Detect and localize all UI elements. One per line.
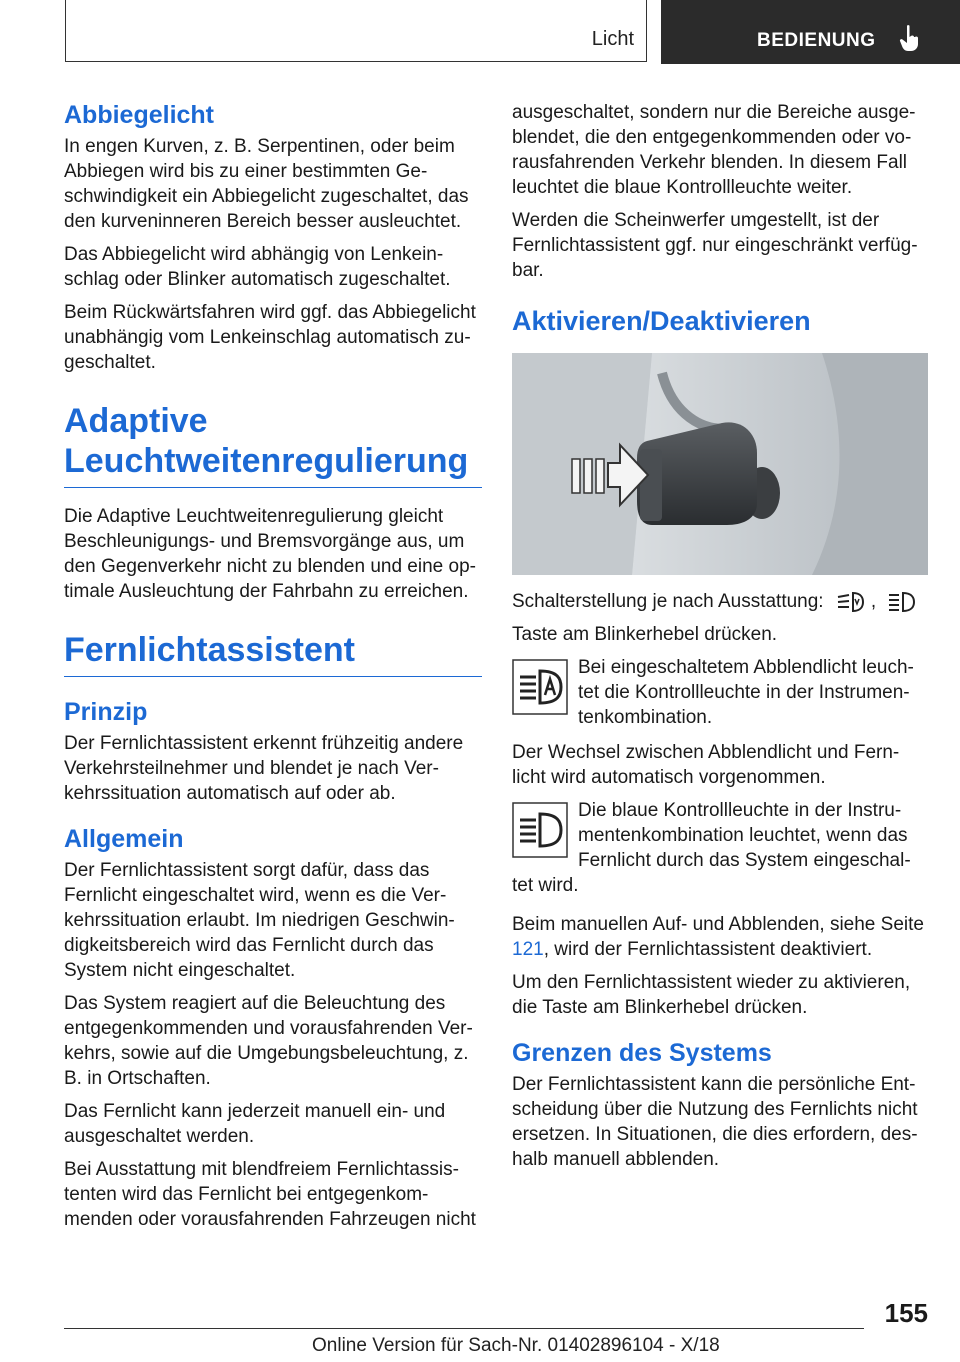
paragraph: Die Adaptive Leuchtweitenregulierung gleicht Beschleunigungs- und Bremsvorgänge aus, um den Gegenverkehr nicht zu blenden und eine op-timale Ausleuchtung der Fahrbahn zu erreichen. [64,506,476,602]
header-chapter-tab [661,0,960,64]
footer-divider [64,1328,864,1329]
header-section-box [65,0,647,62]
paragraph: Der Fernlichtassistent kann die persönliche Ent-scheidung über die Nutzung des Fernlichts nicht ersetzen. In Situationen, die dies erfordern, des-halb manuell abblenden. [512,1074,918,1170]
heading-abbiegelicht: Abbiegelicht [64,101,215,129]
text-run: , wird der Fernlichtassistent deaktiviert. [543,939,873,960]
indicator-high-beam-row [512,798,930,873]
paragraph: Um den Fernlichtassistent wieder zu aktivieren, die Taste am Blinkerhebel drücken. [512,972,911,1018]
header-section-title: Licht [591,28,634,50]
pointing-hand-icon [899,24,919,52]
paragraph: Bei Ausstattung mit blendfreiem Fernlichtassis-tenten wird das Fernlicht bei entgegenkom-menden oder vorausfahrenden Fahrzeugen nicht [64,1159,476,1230]
heading-line-2: Leuchtweitenregulierung [64,442,469,480]
switch-position-line [512,589,930,614]
turn-signal-lever-photo [512,353,928,575]
heading-adaptive-leuchtweitenregulierung [64,401,482,488]
paragraph: Werden die Scheinwerfer umgestellt, ist der Fernlichtassistent ggf. nur eingeschränkt verfüg-bar. [512,210,918,281]
paragraph: Das Fernlicht kann jederzeit manuell ein- und ausgeschaltet werden. [64,1101,446,1147]
indicator-description: Die blaue Kontrollleuchte in der Instru-mentenkombination leuchtet, wenn das Fernlicht durch das System eingeschal- [578,800,911,871]
heading-aktivieren-deaktivieren: Aktivieren/Deaktivieren [512,306,811,336]
indicator-auto-high-beam-row [512,655,930,730]
high-beam-assistant-icon [835,590,865,614]
heading-grenzen-des-systems: Grenzen des Systems [512,1039,772,1067]
right-column [512,100,930,1180]
heading-prinzip: Prinzip [64,698,148,726]
paragraph [512,912,930,962]
paragraph: Der Fernlichtassistent sorgt dafür, dass das Fernlicht eingeschaltet wird, wenn es die Ver-kehrssituation erlaubt. Im niedrigen Geschwin-digkeitsbereich wird das Fernlicht durch das System nicht eingeschaltet. [64,860,455,981]
left-column [64,100,482,1240]
high-beam-icon [887,590,917,614]
switch-position-text: Schalterstellung je nach Ausstattung: [512,591,824,612]
paragraph: tet wird. [512,875,579,896]
paragraph: Das System reagiert auf die Beleuchtung des entgegenkommenden und vorausfahrenden Ver-kehrs, sowie auf die Umgebungsbeleuchtung, z. B. in Ortschaften. [64,993,473,1089]
auto-high-beam-indicator-icon [512,659,568,715]
footer-version-text: Online Version für Sach-Nr. 01402896104 - X/18 [312,1335,720,1356]
paragraph: In engen Kurven, z. B. Serpentinen, oder beim Abbiegen wird bis zu einer bestimmten Ge-schwindigkeit ein Abbiegelicht zugeschaltet, das den kurveninneren Bereich besser ausleuchtet. [64,136,469,232]
paragraph: ausgeschaltet, sondern nur die Bereiche ausge-blendet, die den entgegenkommenden oder vo-rausfahrenden Verkehr blenden. In diesem Fall leuchtet die blaue Kontrollleuchte weiter. [512,102,916,198]
high-beam-indicator-icon [512,802,568,858]
indicator-description: Bei eingeschaltetem Abblendlicht leuch-tet die Kontrollleuchte in der Instrumen-tenkombination. [578,657,914,728]
separator: , [870,591,877,612]
paragraph: Taste am Blinkerhebel drücken. [512,624,778,645]
text-run: Beim manuellen Auf- und Abblenden, siehe Seite [512,914,924,935]
paragraph: Das Abbiegelicht wird abhängig von Lenkein-schlag oder Blinker automatisch zugeschaltet. [64,244,451,290]
page-link-121[interactable]: 121 [512,939,544,960]
header-chapter-label: BEDIENUNG [757,30,876,51]
page-number: 155 [884,1298,928,1328]
heading-allgemein: Allgemein [64,825,184,853]
heading-line-1: Adaptive [64,402,208,440]
heading-fernlichtassistent: Fernlichtassistent [64,630,482,677]
paragraph: Der Fernlichtassistent erkennt frühzeitig andere Verkehrsteilnehmer und blendet je nach Ver-kehrssituation automatisch auf oder ab. [64,733,464,804]
paragraph: Beim Rückwärtsfahren wird ggf. das Abbiegelicht unabhängig vom Lenkeinschlag automatisch zu-geschaltet. [64,302,476,373]
paragraph: Der Wechsel zwischen Abblendlicht und Fern-licht wird automatisch vorgenommen. [512,742,900,788]
